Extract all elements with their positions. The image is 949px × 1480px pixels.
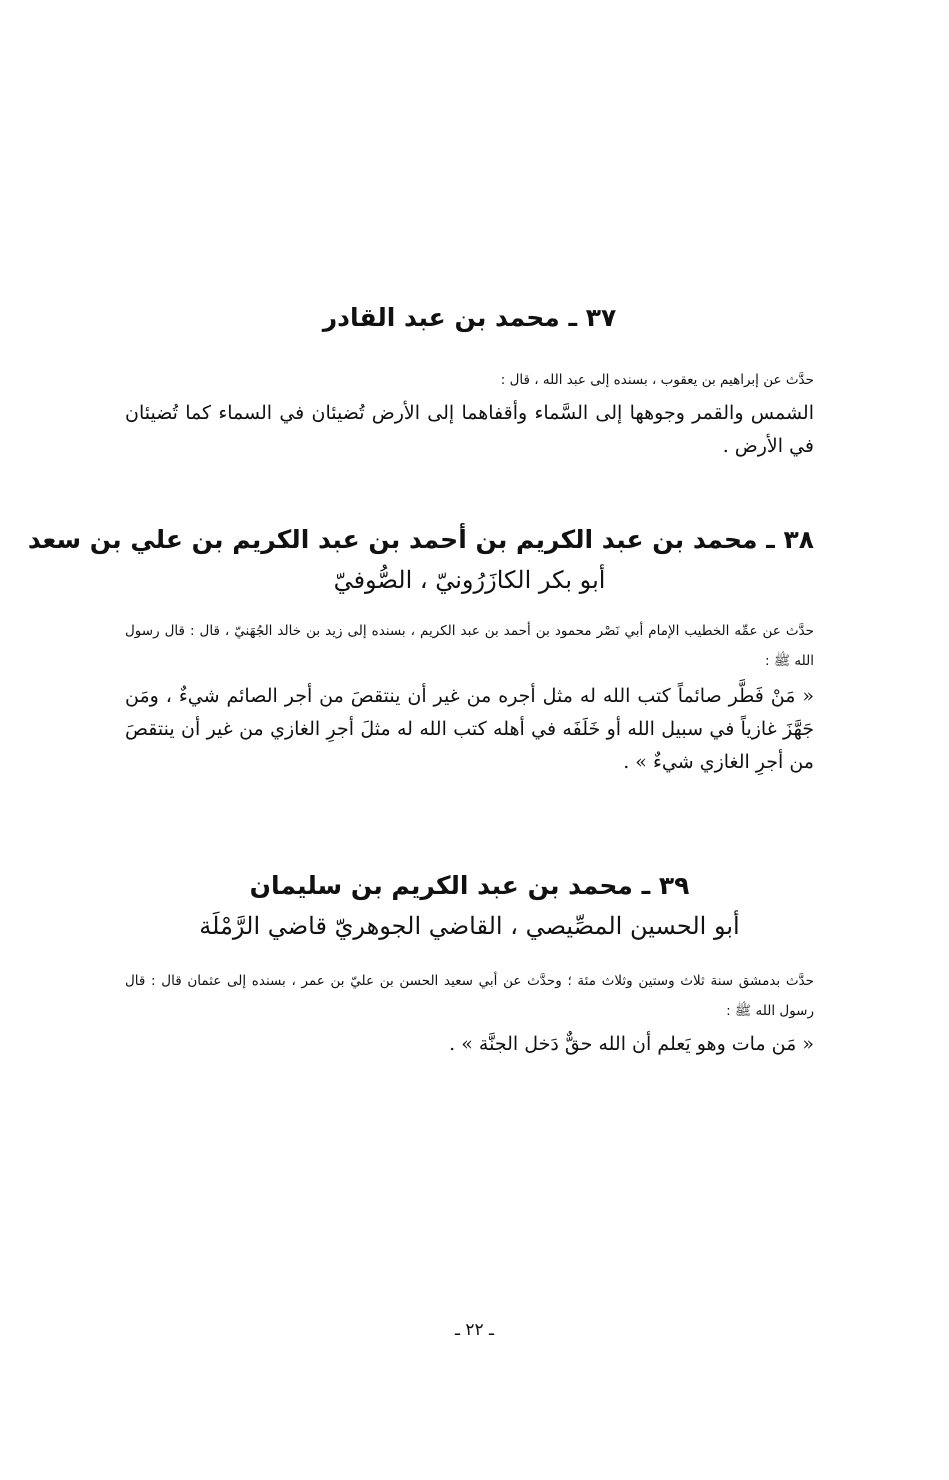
entry-matn: « مَن مات وهو يَعلم أن الله حقٌّ دَخل الجنَّة » . [449, 1033, 814, 1055]
page-number: ـ ٢٢ ـ [454, 1320, 495, 1340]
entry-isnad: حدَّث عن إبراهيم بن يعقوب ، بسنده إلى عبد الله ، قال : [500, 372, 814, 388]
entry-matn: الشمس والقمر وجوهها إلى السَّماء وأقفاهما إلى الأرض تُضيئان في السماء كما تُضيئان في الأرض . [125, 402, 814, 457]
entry-38 [27, 520, 814, 779]
entry-37 [125, 298, 814, 463]
entry-subheading: أبو الحسين المصِّيصي ، القاضي الجوهريّ قاضي الرَّمْلَة [199, 912, 740, 940]
entry-heading: ٣٨ ـ محمد بن عبد الكريم بن أحمد بن عبد الكريم بن علي بن سعد [27, 525, 814, 554]
entry-isnad: حدَّث بدمشق سنة ثلاث وستين وثلاث مئة ؛ وحدَّث عن أبي سعيد الحسن بن عليّ بن عمر ، بسنده إلى عثمان قال : قال رسول الله ﷺ : [125, 973, 814, 1019]
entry-isnad: حدَّث عن عمِّه الخطيب الإمام أبي نَصْر محمود بن أحمد بن عبد الكريم ، بسنده إلى زيد بن خالد الجُهَنيّ ، قال : قال رسول الله ﷺ : [125, 623, 814, 669]
entry-heading: ٣٩ ـ محمد بن عبد الكريم بن سليمان [249, 871, 690, 900]
entry-heading: ٣٧ ـ محمد بن عبد القادر [322, 303, 617, 332]
entry-matn: « مَنْ فَطَّر صائماً كتب الله له مثل أجره من غير أن ينتقصَ من أجر الصائم شيءٌ ، ومَن جَهَّزَ غازياً في سبيل الله أو خَلَفَه في أهله كتب الله له مثلَ أجرِ الغازي من غير أن ينتقصَ من أجرِ الغازي شيءٌ » . [125, 685, 814, 773]
entry-subheading: أبو بكر الكازَرُونيّ ، الصُّوفيّ [333, 566, 606, 594]
entry-39 [125, 866, 814, 1061]
